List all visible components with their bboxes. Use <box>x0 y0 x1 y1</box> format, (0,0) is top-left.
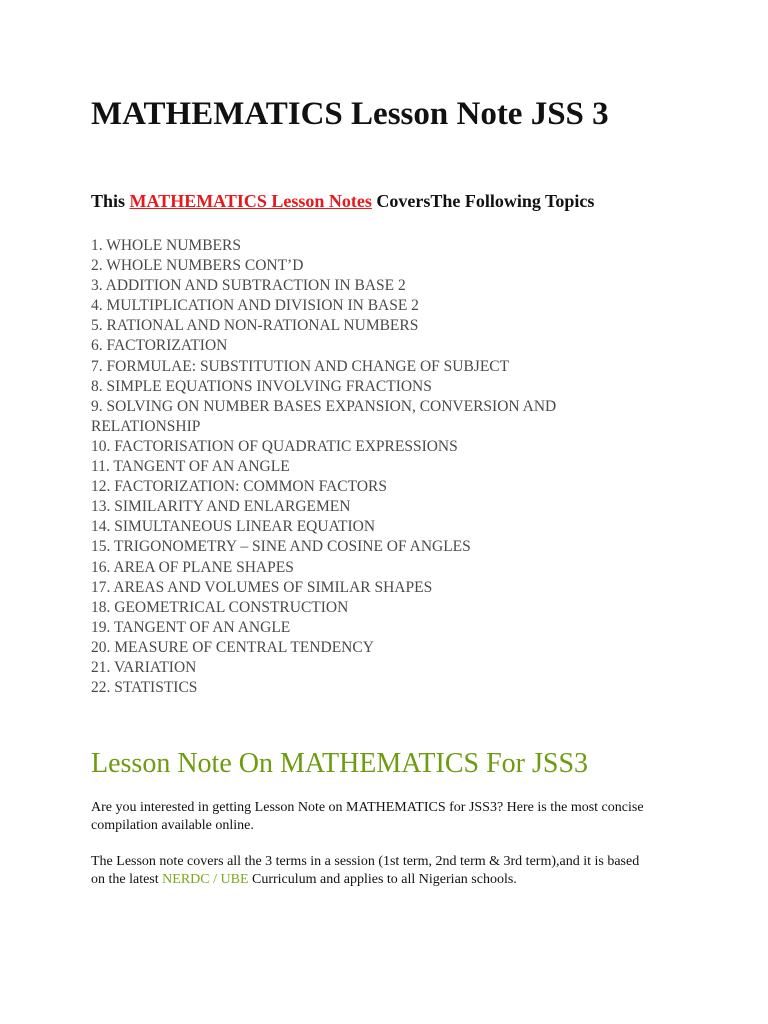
topic-item: 15. TRIGONOMETRY – SINE AND COSINE OF ANGLES <box>91 538 471 556</box>
topic-item: 5. RATIONAL AND NON-RATIONAL NUMBERS <box>91 317 419 335</box>
nerdc-ube-link[interactable]: NERDC / UBE <box>162 872 249 887</box>
topics-list <box>91 236 651 698</box>
topic-item: 20. MEASURE OF CENTRAL TENDENCY <box>91 638 374 656</box>
topic-item: 11. TANGENT OF AN ANGLE <box>91 458 290 476</box>
topic-item: 22. STATISTICS <box>91 679 198 697</box>
topic-item: 8. SIMPLE EQUATIONS INVOLVING FRACTIONS <box>91 377 432 395</box>
topic-item: 17. AREAS AND VOLUMES OF SIMILAR SHAPES <box>91 578 433 596</box>
lesson-notes-link[interactable]: MATHEMATICS Lesson Notes <box>129 191 372 211</box>
topic-item: 12. FACTORIZATION: COMMON FACTORS <box>91 478 387 496</box>
topic-item: 6. FACTORIZATION <box>91 337 228 355</box>
topic-item: 3. ADDITION AND SUBTRACTION IN BASE 2 <box>91 277 406 295</box>
curriculum-paragraph <box>91 853 651 889</box>
topic-item: 7. FORMULAE: SUBSTITUTION AND CHANGE OF SUBJECT <box>91 357 510 375</box>
topic-item: 10. FACTORISATION OF QUADRATIC EXPRESSIONS <box>91 437 458 455</box>
topic-item: 19. TANGENT OF AN ANGLE <box>91 618 291 636</box>
topic-item: 14. SIMULTANEOUS LINEAR EQUATION <box>91 518 376 536</box>
page-title: MATHEMATICS Lesson Note JSS 3 <box>91 96 609 132</box>
topic-item: 1. WHOLE NUMBERS <box>91 237 241 254</box>
curriculum-text-after: Curriculum and applies to all Nigerian schools. <box>248 872 517 887</box>
topics-intro <box>91 189 594 213</box>
topic-item: 18. GEOMETRICAL CONSTRUCTION <box>91 598 349 616</box>
topics-intro-suffix: CoversThe Following Topics <box>371 191 595 211</box>
topics-intro-prefix: This <box>91 191 130 211</box>
section-heading: Lesson Note On MATHEMATICS For JSS3 <box>91 748 589 779</box>
topic-item: 13. SIMILARITY AND ENLARGEMEN <box>91 498 351 516</box>
curriculum-text-before: The Lesson note covers all the 3 terms in a session (1st term, 2nd term & 3rd term),and it is based on the latest <box>91 854 640 887</box>
topic-item: 16. AREA OF PLANE SHAPES <box>91 558 294 576</box>
topic-item: 2. WHOLE NUMBERS CONT’D <box>91 257 304 275</box>
topic-item: 9. SOLVING ON NUMBER BASES EXPANSION, CONVERSION AND RELATIONSHIP <box>91 397 557 435</box>
intro-paragraph: Are you interested in getting Lesson Note on MATHEMATICS for JSS3? Here is the most concise compilation available online. <box>91 800 644 833</box>
topic-item: 4. MULTIPLICATION AND DIVISION IN BASE 2 <box>91 297 419 315</box>
topic-item: 21. VARIATION <box>91 658 197 676</box>
